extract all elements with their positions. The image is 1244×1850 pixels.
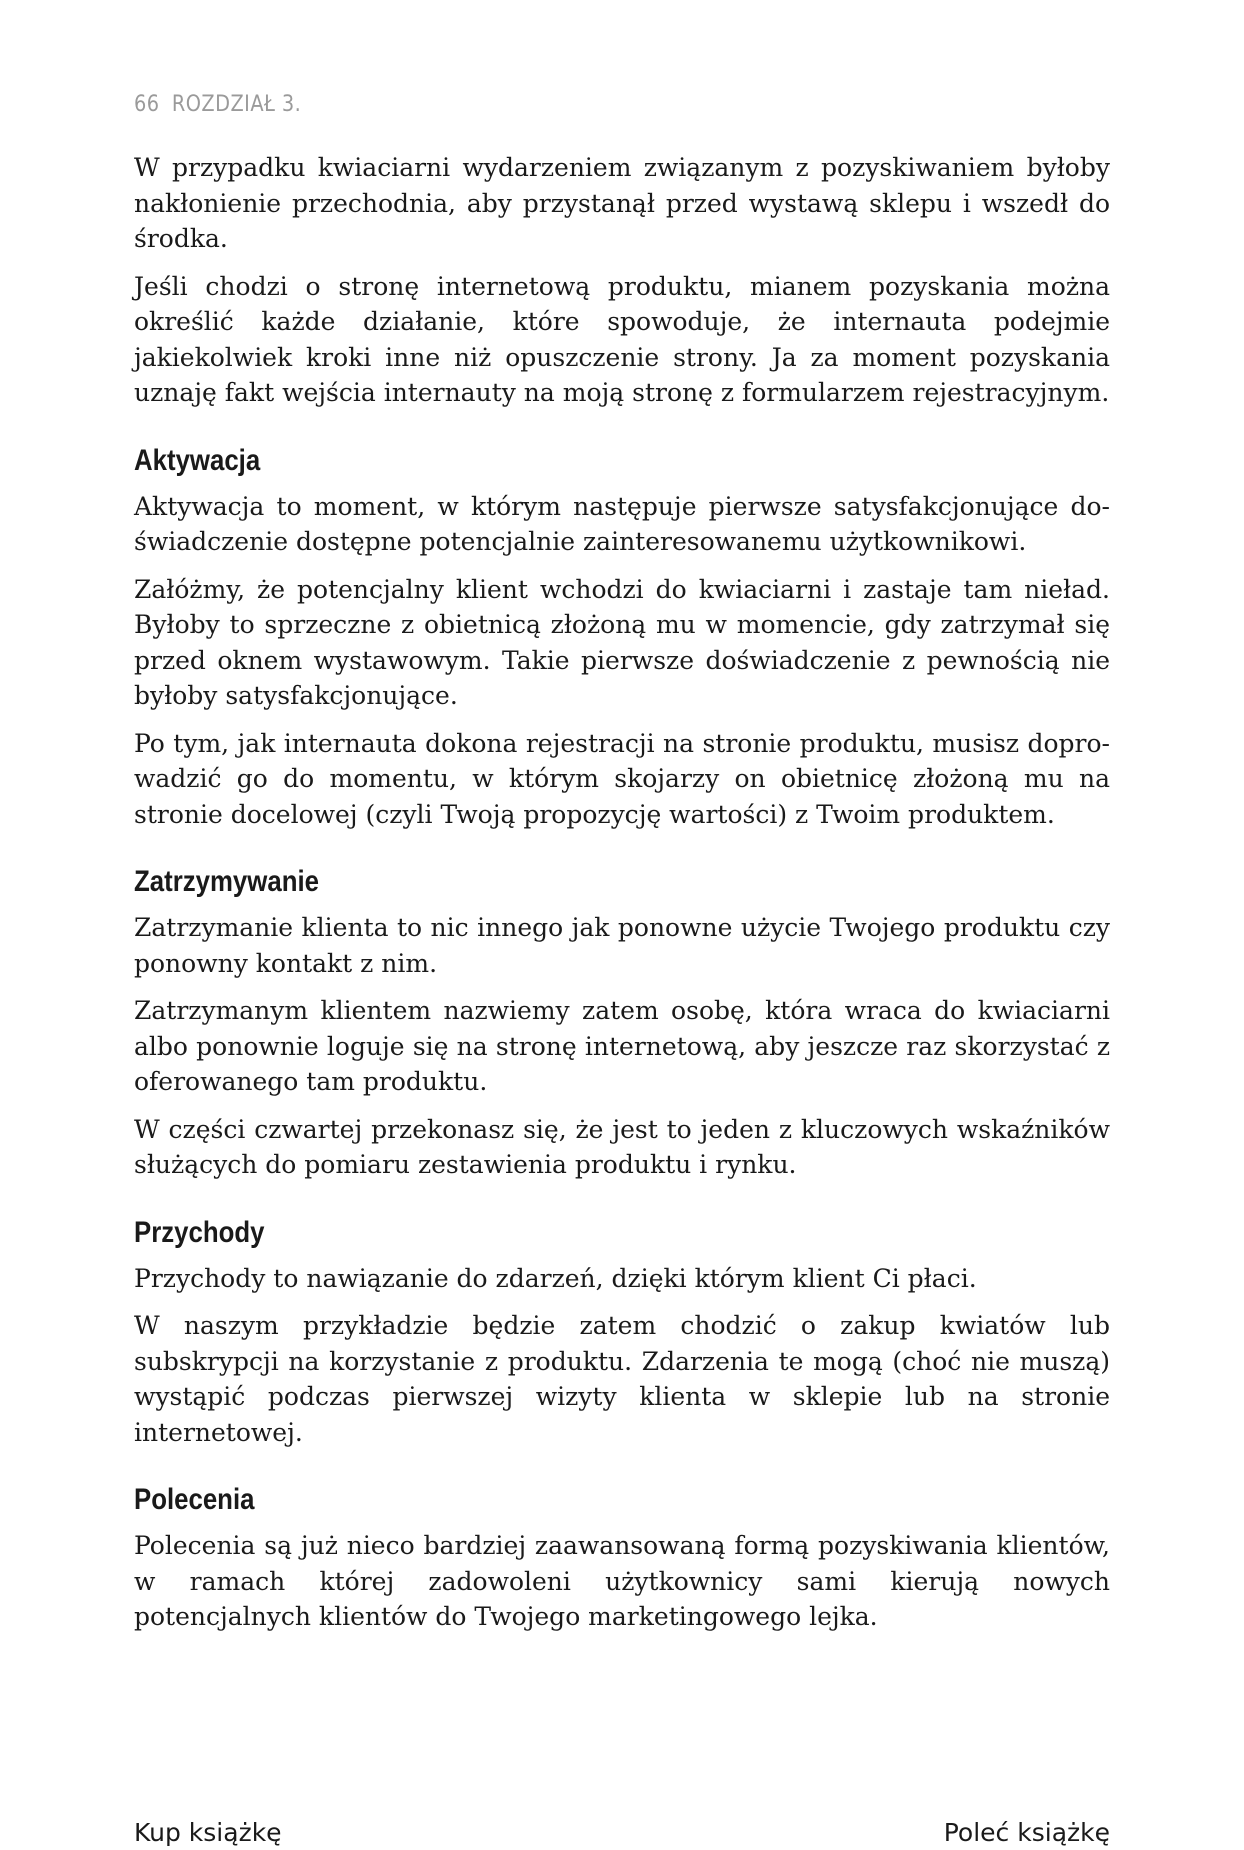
paragraph: Przychody to nawiązanie do zdarzeń, dzięki którym klient Ci płaci. (134, 1263, 977, 1293)
paragraph: Załóżmy, że potencjalny klient wchodzi do kwiaciarni i zastaje tam nieład. Byłoby to sprzeczne z obietnicą złożoną mu w momencie, gdy zatrzymał się przed oknem wystawowym. Takie pierwsze doświadczenie z pewnością nie byłoby satysfakcjonujące. (134, 574, 1110, 710)
paragraph: Jeśli chodzi o stronę internetową produktu, mianem pozyskania można określić każde działanie, które spowoduje, że internauta podejmie jakiekolwiek kroki inne niż opuszczenie strony. Ja za moment pozyskania uznaję fakt wejścia internauty na moją stronę z formularzem rejestracyjnym. (134, 271, 1110, 407)
recommend-book-link[interactable]: Poleć książkę (943, 1818, 1110, 1847)
paragraph: Zatrzymanym klientem nazwiemy zatem osobę, która wraca do kwiaciarni albo ponownie loguje się na stronę internetową, aby jeszcze raz skorzystać z oferowanego tam produktu. (134, 996, 1110, 1096)
page-body (134, 150, 1110, 1647)
page-number: 66 (134, 92, 160, 117)
section-heading: Przychody (134, 1215, 265, 1249)
paragraph: Po tym, jak internauta dokona rejestracji na stronie produktu, musisz doprowadzić go do momentu, w którym skojarzy on obietnicę złożoną mu na stronie docelowej (czyli Twoją propozycję wartości) z Twoim produktem. (134, 728, 1110, 829)
paragraph: Polecenia są już nieco bardziej zaawansowaną formą pozyskiwania klientów, w ramach której zadowoleni użytkownicy sami kierują nowych potencjalnych klientów do Twojego marketingowego lejka. (134, 1531, 1110, 1631)
paragraph: W przypadku kwiaciarni wydarzeniem związanym z pozyskiwaniem byłoby nakłonienie przechodnia, aby przystanął przed wystawą sklepu i wszedł do środka. (134, 153, 1110, 253)
paragraph: Zatrzymanie klienta to nic innego jak ponowne użycie Twojego produktu czy ponowny kontakt z nim. (134, 913, 1110, 978)
chapter-title: ROZDZIAŁ 3. (171, 92, 302, 117)
running-header (134, 92, 301, 117)
section-zatrzymywanie (134, 862, 1110, 1183)
paragraph: Aktywacja to moment, w którym następuje pierwsze satysfakcjonujące doświadczenie dostępne potencjalnie zainteresowanemu użytkownikowi. (134, 491, 1110, 556)
buy-book-link[interactable]: Kup książkę (134, 1818, 282, 1847)
section-przychody (134, 1213, 1110, 1451)
section-heading: Zatrzymywanie (134, 865, 319, 898)
section-intro (134, 150, 1110, 411)
section-polecenia (134, 1480, 1110, 1635)
paragraph: W naszym przykładzie będzie zatem chodzić o zakup kwiatów lub subskrypcji na korzystanie z produktu. Zdarzenia te mogą (choć nie muszą) wystąpić podczas pierwszej wizyty klienta w sklepie lub na stronie internetowej. (134, 1311, 1110, 1447)
paragraph: W części czwartej przekonasz się, że jest to jeden z kluczowych wskaźników służących do pomiaru zestawienia produktu i rynku. (134, 1114, 1110, 1179)
section-heading: Polecenia (134, 1483, 255, 1516)
section-aktywacja (134, 441, 1110, 833)
section-heading: Aktywacja (134, 443, 261, 477)
